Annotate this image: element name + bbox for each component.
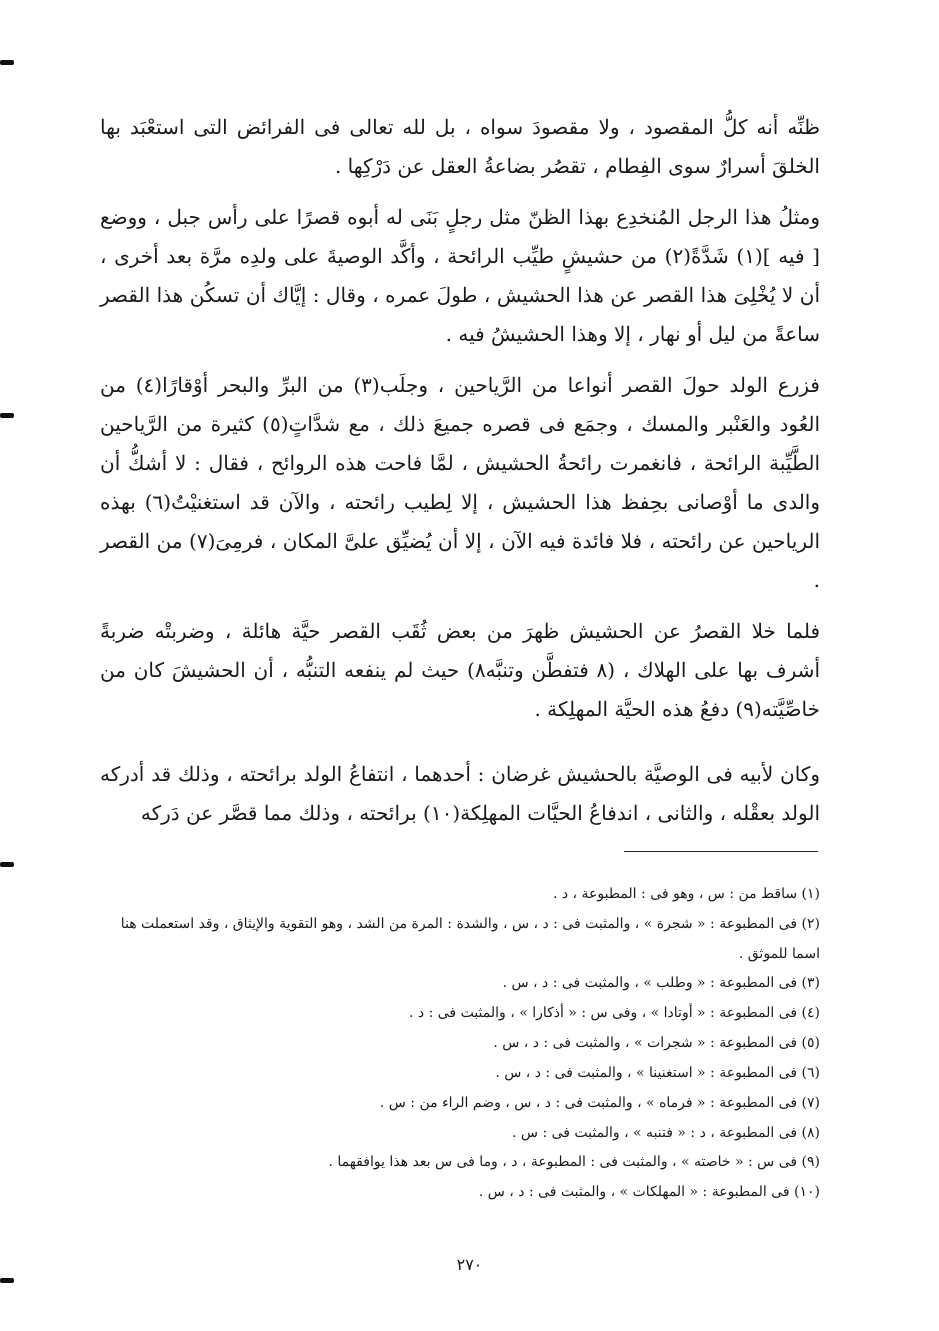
footnote-5: (٥) فى المطبوعة : « شجرات » ، والمثبت فى : د ، س .	[493, 1035, 820, 1052]
footnote-9: (٩) فى س : « خاصته » ، والمثبت فى : المطبوعة ، د ، وما فى س بعد هذا يوافقهما .	[328, 1154, 820, 1171]
scan-edge-mark	[0, 60, 14, 65]
footnote-2: (٢) فى المطبوعة : « شجرة » ، والمثبت فى : د ، س ، والشدة : المرة من الشد ، وهو التقوية والإيثاق ، وقد استعملت هنا اسما للموثق .	[120, 915, 820, 962]
paragraph-4: فلما خلا القصرُ عن الحشيش ظهرَ من بعض ثُقَب القصر حيَّة هائلة ، وضربتْه ضربةً أشرف بها على الهلاك ، (٨ فتفطَّن وتنبَّه٨) حيث لم ينفعه التنبُّه ، أن الحشيشَ كان من خاصِّيَّته(٩) دفعُ هذه الحيَّة المهلِكة .	[100, 619, 820, 721]
footnote-10: (١٠) فى المطبوعة : « المهلكات » ، والمثبت فى : د ، س .	[478, 1184, 820, 1201]
footnotes	[100, 880, 820, 1208]
footnote-8: (٨) فى المطبوعة ، د : « فتنبه » ، والمثبت فى : س .	[512, 1124, 820, 1141]
page-number: ٢٧٠	[456, 1255, 483, 1274]
paragraph-2: ومثلُ هذا الرجل المُنخدِع بهذا الظنّ مثل رجلٍ بَنَى له أبوه قصرًا على رأس جبل ، ووضع [ فيه ](١) شَدَّةً(٢) من حشيشٍ طيِّب الرائحة ، وأكَّد الوصيةَ على ولدِه مرَّة بعد أخرى ، أن لا يُخْلِىَ هذا القصر عن هذا الحشيش ، طولَ عمره ، وقال : إيَّاك أن تسكُن هذا القصر ساعةً من ليل أو نهار ، إلا وهذا الحشيشُ فيه .	[100, 205, 820, 346]
scan-edge-mark	[0, 413, 14, 418]
main-text	[100, 108, 820, 845]
footnote-3: (٣) فى المطبوعة : « وطلب » ، والمثبت فى : د ، س .	[502, 975, 820, 992]
footnote-7: (٧) فى المطبوعة : « فرماه » ، والمثبت فى : د ، س ، وضم الراء من : س .	[379, 1094, 820, 1111]
scan-edge-mark	[0, 1278, 14, 1283]
footnote-1: (١) ساقط من : س ، وهو فى : المطبوعة ، د .	[552, 886, 820, 902]
footnote-4: (٤) فى المطبوعة : « أوتادا » ، وفى س : « أذكارا » ، والمثبت فى : د .	[409, 1005, 820, 1022]
paragraph-3: فزرع الولد حولَ القصر أنواعا من الرَّياحين ، وجلَب(٣) من البرِّ والبحر أوْقارًا(٤) من العُود والعَنْبر والمسك ، وجمَع فى قصره جميعَ ذلك ، مع شدَّاتٍ(٥) كثيرة من الرَّياحين الطَّيِّبة الرائحة ، فانغمرت رائحةُ الحشيش ، لمَّا فاحت هذه الروائح ، فقال : لا أشكُّ أن والدى ما أوْصانى بحِفظ هذا الحشيش ، إلا لِطيب رائحته ، والآن قد استغنيْتُ(٦) بهذه الرياحين عن رائحته ، فلا فائدة فيه الآن ، إلا أن يُضيِّق علىَّ المكان ، فرمِىَ(٧) من القصر .	[100, 373, 821, 592]
scan-edge-mark	[0, 862, 14, 867]
paragraph-5: وكان لأبيه فى الوصيَّة بالحشيش غرضان : أحدهما ، انتفاعُ الولد برائحته ، وذلك قد أدركه الولد بعقْله ، والثانى ، اندفاعُ الحيَّات المهلِكة(١٠) برائحته ، وذلك مما قصَّر عن دَركه	[100, 762, 820, 825]
footnote-6: (٦) فى المطبوعة : « استغنينا » ، والمثبت فى : د ، س .	[495, 1064, 820, 1081]
footnote-separator	[624, 851, 818, 852]
paragraph-1: ظنِّه أنه كلُّ المقصود ، ولا مقصودَ سواه ، بل لله تعالى فى الفرائض التى استعْبَد بها الخلقَ أسرارٌ سوى الفِطام ، تقصُر بضاعةُ العقل عن دَرْكِها .	[100, 115, 820, 178]
